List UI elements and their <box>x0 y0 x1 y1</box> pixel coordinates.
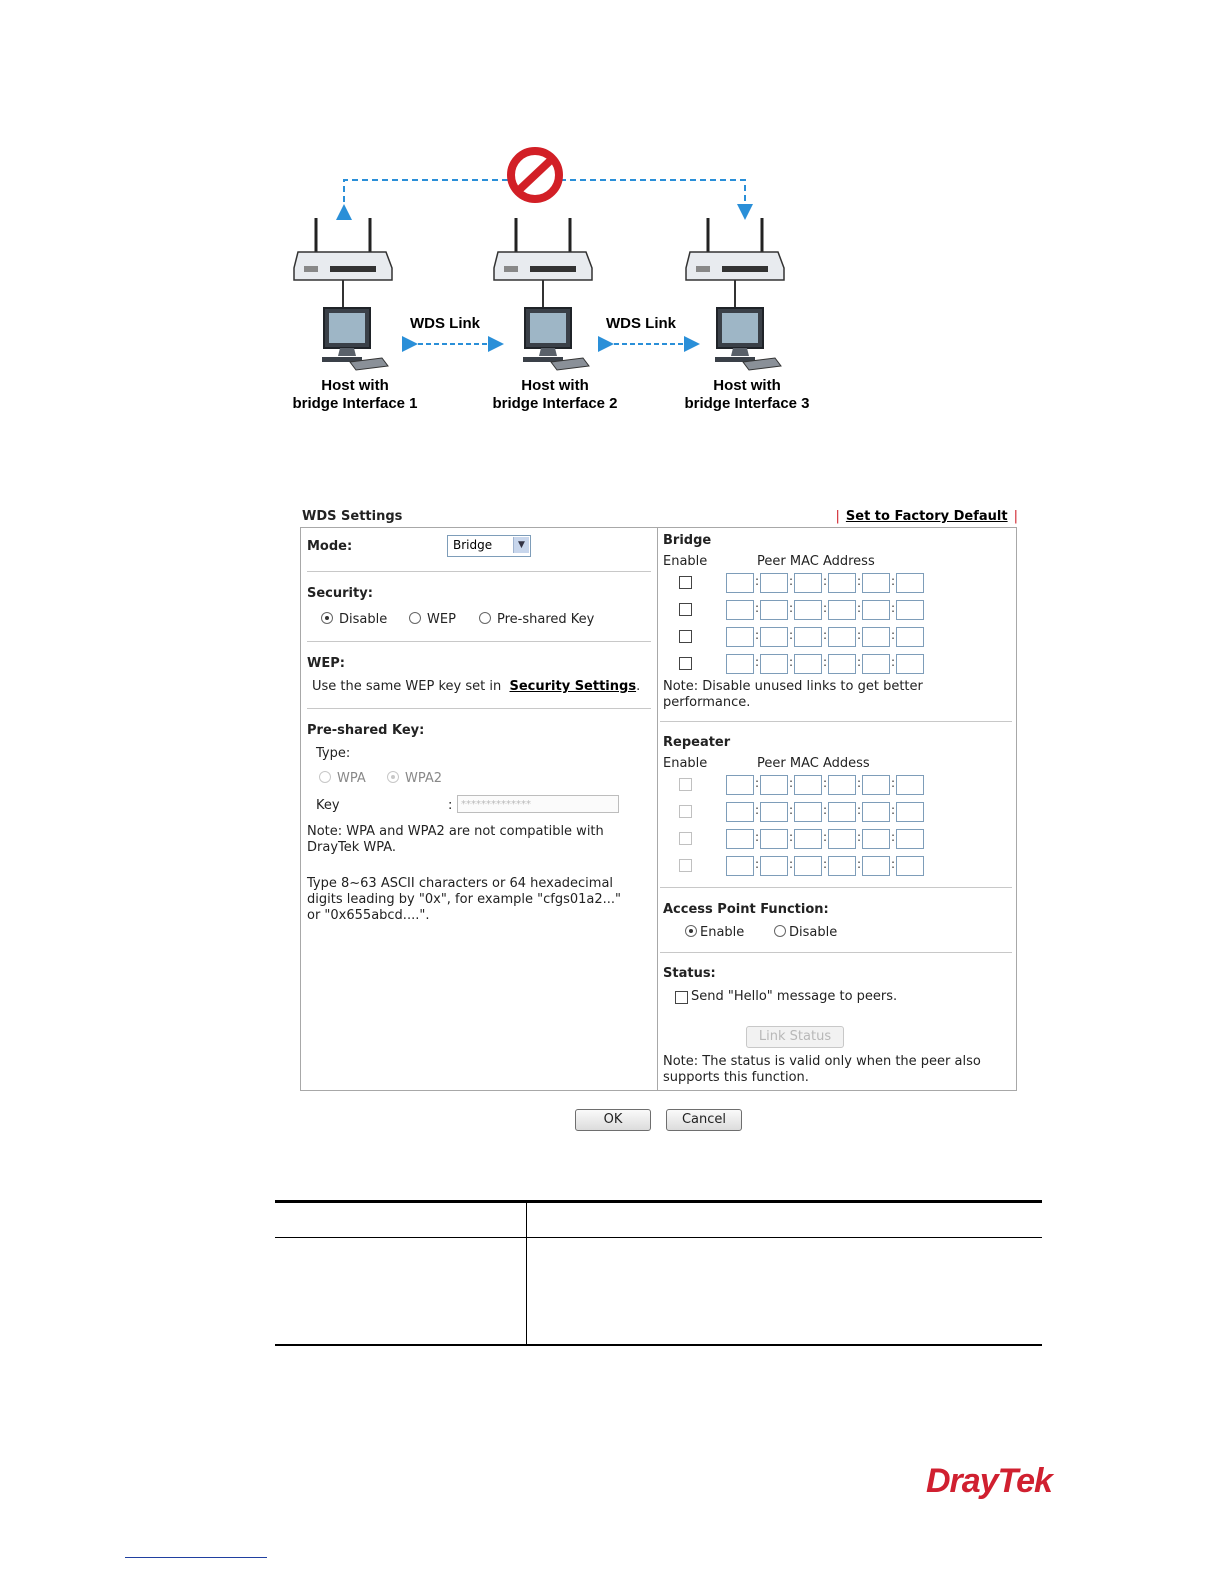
bridge-mac-row <box>658 600 958 620</box>
mac-separator: : <box>857 830 862 844</box>
bridge-mac-octet-input[interactable] <box>760 654 788 674</box>
mac-separator: : <box>789 601 794 615</box>
bridge-mac-octet-input[interactable] <box>760 627 788 647</box>
wds-link-label-2: WDS Link <box>606 315 676 332</box>
bridge-mac-octet-input[interactable] <box>828 600 856 620</box>
mac-separator: : <box>789 628 794 642</box>
mac-separator: : <box>755 776 760 790</box>
host-1-line1: Host with <box>321 377 389 394</box>
type-wpa2-option[interactable]: WPA2 <box>387 771 442 786</box>
type-wpa2-radio[interactable] <box>387 771 399 783</box>
left-settings-box <box>300 527 658 1091</box>
bridge-mac-octet-input[interactable] <box>794 600 822 620</box>
repeater-enable-header: Enable <box>663 756 708 771</box>
repeater-mac-octet-input[interactable] <box>760 775 788 795</box>
repeater-mac-row <box>658 856 958 876</box>
repeater-mac-octet-input[interactable] <box>896 802 924 822</box>
router-3-icon <box>686 218 784 280</box>
mac-separator: : <box>857 601 862 615</box>
repeater-mac-octet-input[interactable] <box>862 775 890 795</box>
host-2-caption <box>480 377 630 413</box>
repeater-mac-octet-input[interactable] <box>760 802 788 822</box>
bridge-mac-octet-input[interactable] <box>862 573 890 593</box>
bridge-mac-octet-input[interactable] <box>862 627 890 647</box>
bridge-mac-octet-input[interactable] <box>794 627 822 647</box>
mac-separator: : <box>755 830 760 844</box>
bridge-mac-octet-input[interactable] <box>726 654 754 674</box>
repeater-mac-octet-input[interactable] <box>794 802 822 822</box>
bridge-mac-octet-input[interactable] <box>760 600 788 620</box>
bridge-mac-octet-input[interactable] <box>760 573 788 593</box>
ok-button[interactable]: OK <box>575 1109 651 1131</box>
mac-separator: : <box>789 803 794 817</box>
status-label: Status: <box>663 966 716 981</box>
router-1-icon <box>294 218 392 280</box>
bridge-mac-octet-input[interactable] <box>794 654 822 674</box>
repeater-mac-octet-input[interactable] <box>726 856 754 876</box>
bridge-enable-header: Enable <box>663 554 708 569</box>
mac-separator: : <box>789 830 794 844</box>
chevron-down-icon: ▼ <box>513 537 529 553</box>
bridge-mac-octet-input[interactable] <box>896 654 924 674</box>
bridge-mac-octet-input[interactable] <box>896 627 924 647</box>
repeater-mac-octet-input[interactable] <box>760 856 788 876</box>
mac-separator: : <box>891 655 896 669</box>
router-2-icon <box>494 218 592 280</box>
wep-label: WEP: <box>307 656 345 671</box>
mode-select[interactable] <box>447 535 531 557</box>
mac-separator: : <box>823 803 828 817</box>
panel-title: WDS Settings <box>302 509 403 524</box>
bridge-mac-octet-input[interactable] <box>794 573 822 593</box>
repeater-mac-octet-input[interactable] <box>862 856 890 876</box>
mac-separator: : <box>755 628 760 642</box>
mac-separator: : <box>789 776 794 790</box>
host-1-line2: bridge Interface 1 <box>292 395 418 412</box>
table-top-rule <box>275 1200 1042 1203</box>
bridge-mac-row <box>658 573 958 593</box>
mac-separator: : <box>857 628 862 642</box>
repeater-mac-octet-input[interactable] <box>828 829 856 849</box>
draytek-logo: DrayTek <box>926 1462 1052 1500</box>
repeater-mac-octet-input[interactable] <box>794 775 822 795</box>
footer-rule <box>125 1557 267 1558</box>
mac-separator: : <box>857 857 862 871</box>
psk-note: Note: WPA and WPA2 are not compatible with DrayTek WPA. <box>307 824 604 855</box>
factory-default-link-wrap: | Set to Factory Default | <box>835 509 1018 524</box>
repeater-mac-octet-input[interactable] <box>726 775 754 795</box>
key-colon: : <box>448 798 453 813</box>
security-settings-link[interactable]: Security Settings <box>509 679 637 694</box>
mac-separator: : <box>789 574 794 588</box>
type-wpa-radio[interactable] <box>319 771 331 783</box>
security-disable-option[interactable]: Disable <box>321 612 387 627</box>
key-input[interactable]: ************** <box>457 795 619 813</box>
security-label: Security: <box>307 586 373 601</box>
mac-separator: : <box>823 601 828 615</box>
psk-label: Pre-shared Key: <box>307 723 425 738</box>
repeater-mac-octet-input[interactable] <box>862 802 890 822</box>
mac-separator: : <box>891 776 896 790</box>
table-bottom-rule <box>275 1344 1042 1346</box>
mac-separator: : <box>755 803 760 817</box>
repeater-mac-row <box>658 802 958 822</box>
mac-separator: : <box>789 655 794 669</box>
repeater-peer-mac-header: Peer MAC Addess <box>757 756 870 771</box>
psk-format-note: Type 8~63 ASCII characters or 64 hexadecimal digits leading by "0x", for example "cfgs01a2..." or "0x655abcd....". <box>307 876 622 923</box>
bridge-mac-octet-input[interactable] <box>862 600 890 620</box>
mac-separator: : <box>891 574 896 588</box>
security-psk-radio[interactable] <box>479 612 491 624</box>
no-entry-icon <box>511 151 559 199</box>
send-hello-label: Send "Hello" message to peers. <box>691 989 898 1004</box>
ap-disable-option[interactable]: Disable <box>774 925 837 940</box>
bridge-mac-octet-input[interactable] <box>726 573 754 593</box>
bridge-mac-row <box>658 654 958 674</box>
bridge-mac-octet-input[interactable] <box>726 627 754 647</box>
security-disable-radio[interactable] <box>321 612 333 624</box>
mac-separator: : <box>857 803 862 817</box>
mac-separator: : <box>755 857 760 871</box>
wep-text: Use the same WEP key set in Security Settings. <box>312 679 641 694</box>
mac-separator: : <box>857 574 862 588</box>
mac-separator: : <box>891 803 896 817</box>
bridge-label: Bridge <box>663 533 712 548</box>
host-2-line2: bridge Interface 2 <box>492 395 618 412</box>
bridge-mac-octet-input[interactable] <box>828 573 856 593</box>
host-3-caption <box>672 377 822 413</box>
mac-separator: : <box>823 830 828 844</box>
table-column-divider <box>526 1203 527 1344</box>
host-2-icon <box>523 308 589 370</box>
repeater-mac-row <box>658 829 958 849</box>
repeater-mac-row <box>658 775 958 795</box>
security-psk-option[interactable]: Pre-shared Key <box>479 612 594 627</box>
bridge-peer-mac-header: Peer MAC Address <box>757 554 875 569</box>
mac-separator: : <box>823 857 828 871</box>
wds-link-label-1: WDS Link <box>410 315 480 332</box>
type-wpa-option[interactable]: WPA <box>319 771 366 786</box>
table-header-rule <box>275 1237 1042 1238</box>
bridge-mac-octet-input[interactable] <box>828 627 856 647</box>
host-2-line1: Host with <box>521 377 589 394</box>
mac-separator: : <box>755 574 760 588</box>
wds-settings-panel <box>300 505 1020 1145</box>
security-wep-radio[interactable] <box>409 612 421 624</box>
repeater-mac-octet-input[interactable] <box>726 802 754 822</box>
repeater-label: Repeater <box>663 735 731 750</box>
repeater-mac-octet-input[interactable] <box>726 829 754 849</box>
repeater-mac-octet-input[interactable] <box>760 829 788 849</box>
host-1-icon <box>322 308 388 370</box>
repeater-mac-octet-input[interactable] <box>828 856 856 876</box>
mac-separator: : <box>891 857 896 871</box>
repeater-mac-octet-input[interactable] <box>896 856 924 876</box>
host-3-icon <box>715 308 781 370</box>
factory-default-link[interactable]: Set to Factory Default <box>845 509 1008 524</box>
mac-separator: : <box>823 776 828 790</box>
bridge-mac-row <box>658 627 958 647</box>
mac-separator: : <box>823 628 828 642</box>
send-hello-checkbox[interactable] <box>675 991 688 1004</box>
mac-separator: : <box>891 628 896 642</box>
repeater-mac-octet-input[interactable] <box>896 775 924 795</box>
repeater-mac-octet-input[interactable] <box>794 829 822 849</box>
mac-separator: : <box>823 655 828 669</box>
repeater-mac-octet-input[interactable] <box>794 856 822 876</box>
mac-separator: : <box>857 655 862 669</box>
ap-function-label: Access Point Function: <box>663 902 829 917</box>
host-3-line1: Host with <box>713 377 781 394</box>
bridge-note: Note: Disable unused links to get better performance. <box>663 679 923 710</box>
mac-separator: : <box>789 857 794 871</box>
right-settings-box <box>657 527 1017 1091</box>
wds-diagram <box>260 140 860 430</box>
bridge-mac-octet-input[interactable] <box>896 573 924 593</box>
link-status-button[interactable]: Link Status <box>746 1026 844 1048</box>
bridge-mac-octet-input[interactable] <box>896 600 924 620</box>
mac-separator: : <box>891 830 896 844</box>
mac-separator: : <box>823 574 828 588</box>
status-note: Note: The status is valid only when the peer also supports this function. <box>663 1054 981 1085</box>
repeater-mac-octet-input[interactable] <box>896 829 924 849</box>
mac-separator: : <box>891 601 896 615</box>
host-3-line2: bridge Interface 3 <box>684 395 810 412</box>
cancel-button[interactable]: Cancel <box>666 1109 742 1131</box>
ap-disable-radio[interactable] <box>774 925 786 937</box>
bridge-mac-octet-input[interactable] <box>726 600 754 620</box>
mac-separator: : <box>755 601 760 615</box>
bridge-mac-octet-input[interactable] <box>862 654 890 674</box>
repeater-mac-octet-input[interactable] <box>862 829 890 849</box>
repeater-mac-octet-input[interactable] <box>828 775 856 795</box>
security-wep-option[interactable]: WEP <box>409 612 456 627</box>
mac-separator: : <box>755 655 760 669</box>
mode-label: Mode: <box>307 539 353 554</box>
bridge-mac-octet-input[interactable] <box>828 654 856 674</box>
key-label: Key <box>316 798 340 813</box>
type-label: Type: <box>316 746 351 761</box>
mode-select-value: Bridge <box>453 538 493 552</box>
mac-separator: : <box>857 776 862 790</box>
ap-enable-option[interactable]: Enable <box>685 925 744 940</box>
host-1-caption <box>280 377 430 413</box>
ap-enable-radio[interactable] <box>685 925 697 937</box>
repeater-mac-octet-input[interactable] <box>828 802 856 822</box>
